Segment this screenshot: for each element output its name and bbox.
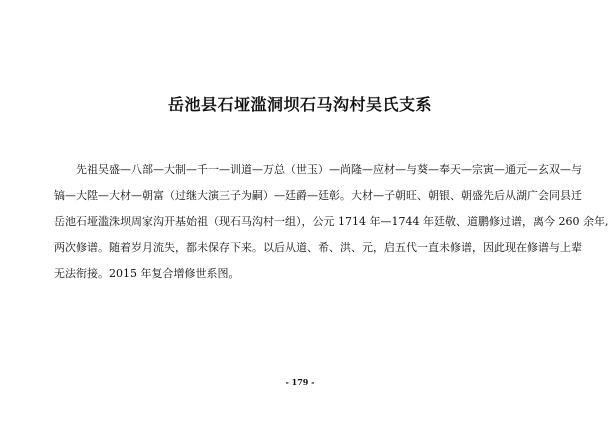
paragraph-line-5: 无法衔接。2015 年复合增修世系图。 [54, 267, 240, 280]
paragraph-line-1: 先祖吴盛—八部—大制—千一—训道—万总（世玉）—尚隆—应材—与葵—奉天—宗寅—通元—玄双—与 [76, 163, 582, 176]
page-number: - 179 - [285, 377, 315, 387]
paragraph-line-4: 两次修谱。随着岁月流失，都未保存下来。以后从道、希、洪、元，启五代一直未修谱，因此现在修谱与上辈 [54, 241, 582, 254]
paragraph-line-2: 镐—大陞—大材—朝富（过继大演三子为嗣）—廷爵—廷彰。大材—子朝旺、朝银、朝盛先后从湖广会同县迁 [54, 189, 582, 202]
page-title: 岳池县石垭滥洞坝石马沟村吴氏支系 [167, 95, 432, 114]
paragraph-line-3: 岳池石垭滥洙坝周家沟开基始祖（现石马沟村一组），公元 1714 年—1744 年廷敬、道鹏修过谱，离今 260 余年, [54, 215, 608, 228]
body-paragraph [54, 157, 608, 287]
